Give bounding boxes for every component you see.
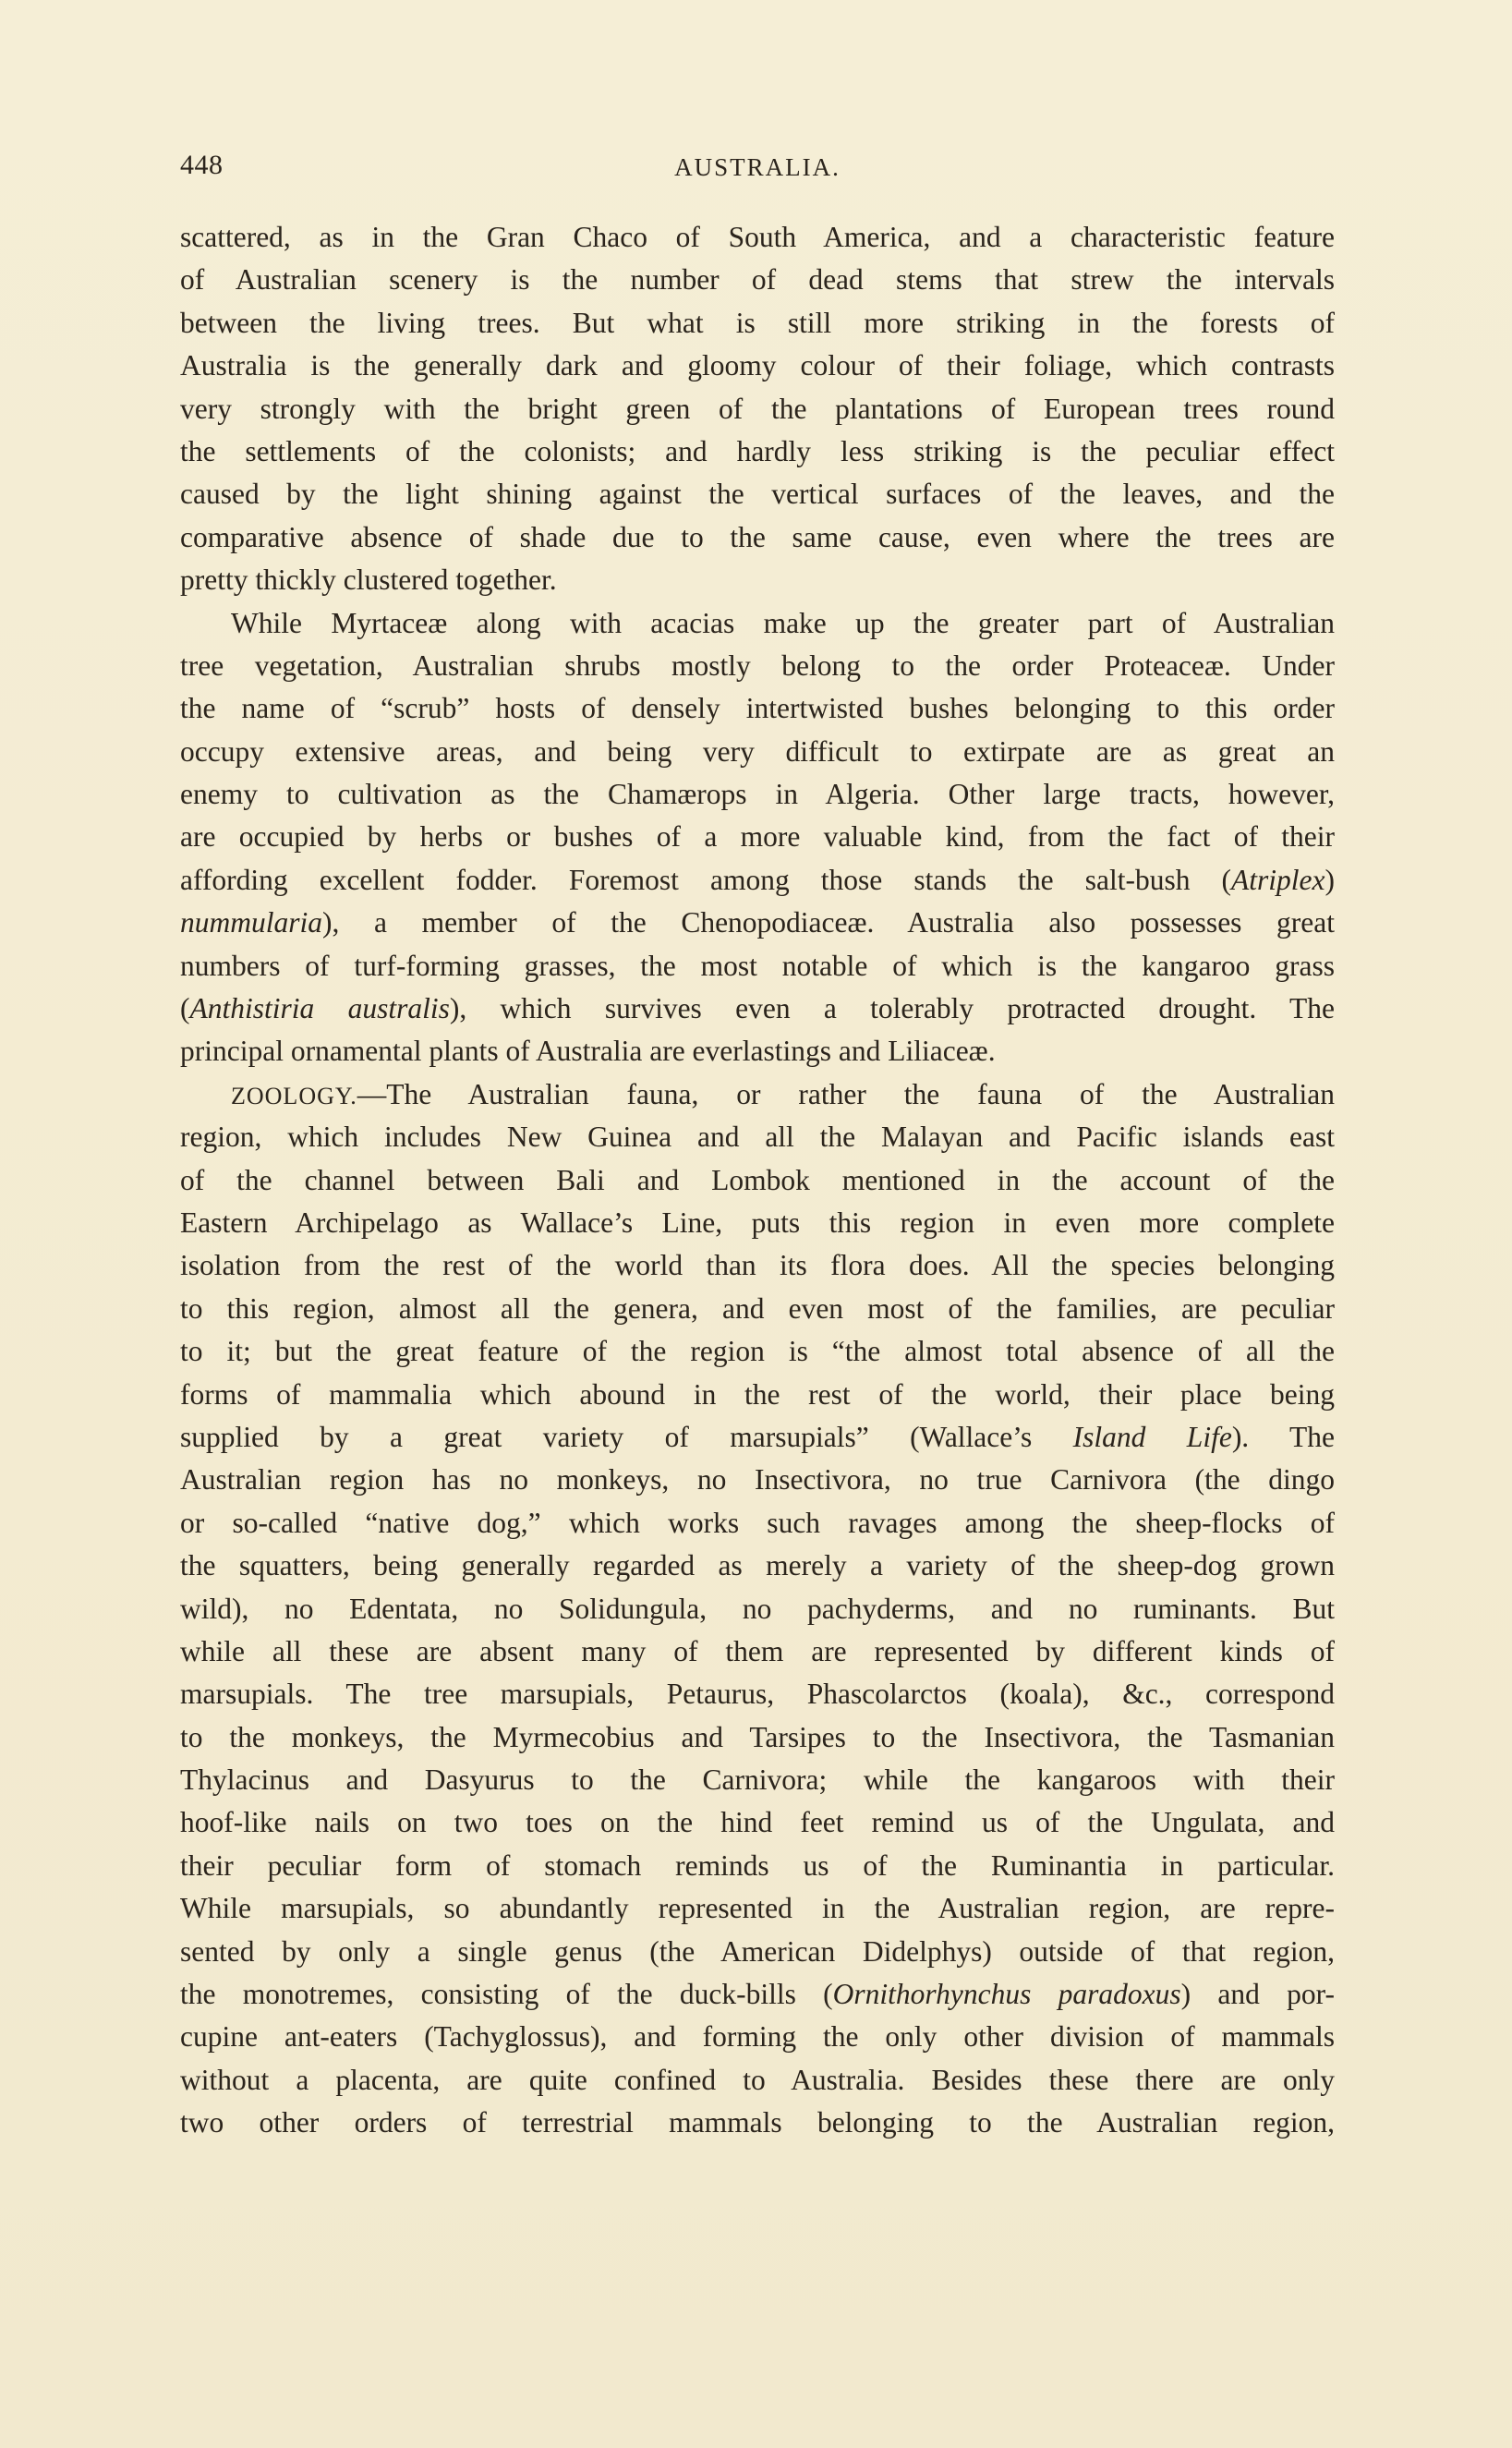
text-line: wild), no Edentata, no Solidungula, no pachyderms, and no ruminants. But: [180, 1592, 1335, 1625]
text-line: [180, 1973, 1335, 2016]
text-run: ): [1325, 863, 1335, 896]
text-line: [180, 988, 1335, 1030]
text-run: ), which survives even a tolerably protracted drought. The: [449, 992, 1335, 1025]
text-line: numbers of turf-forming grasses, the most notable of which is the kangaroo grass: [180, 949, 1335, 982]
text-line: without a placenta, are quite confined to Australia. Besides these there are only: [180, 2063, 1335, 2096]
text-line: of the channel between Bali and Lombok mentioned in the account of the: [180, 1163, 1335, 1196]
italic-term: nummularia: [180, 906, 323, 939]
text-line: between the living trees. But what is still more striking in the forests of: [180, 306, 1335, 339]
text-line: [180, 1416, 1335, 1459]
text-line: [180, 859, 1335, 902]
text-line: tree vegetation, Australian shrubs mostly belong to the order Proteaceæ. Under: [180, 648, 1335, 682]
text-line: cupine ant-eaters (Tachyglossus), and forming the only other division of mammals: [180, 2020, 1335, 2054]
text-run: (: [180, 992, 190, 1025]
text-line: are occupied by herbs or bushes of a more valuable kind, from the fact of their: [180, 820, 1335, 854]
text-line: while all these are absent many of them are represented by different kinds of: [180, 1634, 1335, 1667]
italic-term: Atriplex: [1231, 863, 1325, 896]
text-line: two other orders of terrestrial mammals belonging to the Australian region,: [180, 2106, 1335, 2139]
text-line: or so-called “native dog,” which works such ravages among the sheep-flocks of: [180, 1506, 1335, 1539]
text-run: affording excellent fodder. Foremost among those stands the salt-bush (: [180, 863, 1232, 896]
text-line: Thylacinus and Dasyurus to the Carnivora; while the kangaroos with their: [180, 1763, 1335, 1797]
text-run: ), a member of the Chenopodiaceæ. Australia also possesses great: [322, 906, 1335, 939]
text-line: While Myrtaceæ along with acacias make up the greater part of Australian: [231, 606, 1335, 639]
text-line: Eastern Archipelago as Wallace’s Line, puts this region in even more complete: [180, 1206, 1335, 1239]
text-line: the settlements of the colonists; and hardly less striking is the peculiar effect: [180, 434, 1335, 467]
text-run: the monotremes, consisting of the duck-bills (: [180, 1978, 833, 2011]
text-line: to the monkeys, the Myrmecobius and Tarsipes to the Insectivora, the Tasmanian: [180, 1720, 1335, 1753]
text-line: to it; but the great feature of the region is “the almost total absence of all the: [180, 1335, 1335, 1368]
text-line: sented by only a single genus (the American Didelphys) outside of that region,: [180, 1934, 1335, 1968]
text-line: to this region, almost all the genera, and even most of the families, are peculiar: [180, 1291, 1335, 1325]
text-line: [180, 902, 1335, 944]
text-line: occupy extensive areas, and being very difficult to extirpate are as great an: [180, 734, 1335, 768]
text-line: the name of “scrub” hosts of densely intertwisted bushes belonging to this order: [180, 692, 1335, 725]
running-head: AUSTRALIA.: [674, 153, 841, 181]
text-line: While marsupials, so abundantly represented in the Australian region, are repre-: [180, 1892, 1335, 1925]
text-line: principal ornamental plants of Australia are everlastings and Liliaceæ.: [180, 1035, 996, 1068]
text-line: Australia is the generally dark and gloomy colour of their foliage, which contrasts: [180, 349, 1335, 382]
page-number: 448: [180, 150, 224, 180]
text-line: of Australian scenery is the number of dead stems that strew the intervals: [180, 263, 1335, 297]
text-line: very strongly with the bright green of the plantations of European trees round: [180, 392, 1335, 425]
italic-term: Island Life: [1072, 1420, 1232, 1453]
body-text: [180, 216, 1335, 2145]
text-line: enemy to cultivation as the Chamærops in Algeria. Other large tracts, however,: [180, 778, 1335, 811]
italic-term: Ornithorhynchus paradoxus: [832, 1978, 1181, 2011]
text-line: scattered, as in the Gran Chaco of South America, and a characteristic feature: [180, 221, 1335, 253]
text-line: isolation from the rest of the world than its flora does. All the species belonging: [180, 1249, 1335, 1282]
page-header: [180, 150, 1335, 187]
text-line: forms of mammalia which abound in the rest of the world, their place being: [180, 1377, 1335, 1411]
text-line: caused by the light shining against the vertical surfaces of the leaves, and the: [180, 478, 1335, 511]
text-line: region, which includes New Guinea and all the Malayan and Pacific islands east: [180, 1121, 1335, 1154]
text-line: [180, 1073, 1335, 1116]
section-heading: ZOOLOGY.: [231, 1082, 357, 1109]
text-line: comparative absence of shade due to the same cause, even where the trees are: [180, 520, 1335, 553]
text-run: —The Australian fauna, or rather the fauna of the Australian: [357, 1077, 1335, 1110]
text-line: hoof-like nails on two toes on the hind feet remind us of the Ungulata, and: [180, 1806, 1335, 1839]
italic-term: Anthistiria australis: [189, 992, 450, 1025]
text-run: ) and por-: [1180, 1978, 1335, 2011]
text-run: ). The: [1231, 1420, 1335, 1453]
text-line: Australian region has no monkeys, no Insectivora, no true Carnivora (the dingo: [180, 1463, 1335, 1497]
text-run: supplied by a great variety of marsupials” (Wallace’s: [180, 1420, 1073, 1453]
text-line: marsupials. The tree marsupials, Petaurus, Phascolarctos (koala), &c., correspond: [180, 1678, 1335, 1711]
text-line: pretty thickly clustered together.: [180, 564, 557, 597]
text-line: the squatters, being generally regarded as merely a variety of the sheep-dog grown: [180, 1549, 1335, 1582]
text-line: their peculiar form of stomach reminds us of the Ruminantia in particular.: [180, 1848, 1335, 1882]
